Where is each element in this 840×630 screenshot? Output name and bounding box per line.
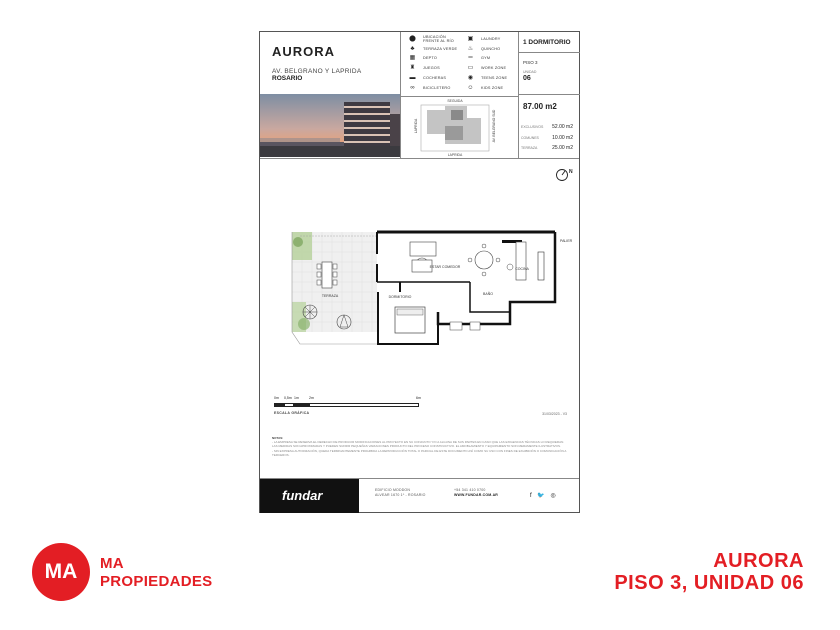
tree-icon: ♣ — [410, 46, 415, 52]
grill-icon: ♨ — [467, 46, 474, 52]
room-label-bano: BAÑO — [483, 292, 493, 296]
unit-info-panel — [518, 32, 580, 158]
amenity-item: KIDS ZONE — [481, 86, 504, 90]
agency-name-line-2: PROPIEDADES — [100, 573, 213, 590]
area-row-value: 10.00 m2 — [552, 135, 573, 141]
playground-icon: ♜ — [409, 65, 416, 71]
site-plan — [400, 96, 519, 158]
scale-tick: 0,5m — [284, 396, 292, 400]
revision-date: 31/03/2023 - V3 — [542, 412, 567, 416]
footer-office-line: ALVEAR 1670 1º - ROSARIO — [375, 493, 426, 497]
amenity-item: DEPTO — [423, 56, 438, 60]
footer-office — [375, 488, 426, 498]
site-label-bottom: LAPRIDA — [447, 153, 463, 157]
bicycle-icon: ∞ — [410, 85, 415, 91]
instagram-icon[interactable]: ◎ — [550, 493, 556, 499]
project-city: ROSARIO — [272, 75, 303, 82]
graphic-scale — [272, 397, 422, 427]
amenity-item: COCHERAS — [423, 76, 447, 80]
unit-number: 06 — [523, 75, 531, 82]
amenity-item: UBICACIÓN FRENTE AL RÍO — [423, 35, 454, 43]
location-icon: ⬤ — [409, 36, 416, 42]
notes-body-2: - SIN EXPRESA AUTORIZACIÓN, QUEDA TERMINANTEMENTE PROHIBIDA LA REPRODUCCIÓN TOTAL O PARCIAL DE ESTE DOCUMENTO ASÍ COMO SU USO CON FINES DE EXHIBICIÓN O COMUNICACIÓN A TERCEROS. — [272, 448, 567, 457]
room-label-cocina: COCINA — [515, 267, 529, 271]
divider — [519, 94, 580, 95]
laundry-icon: ▣ — [467, 36, 474, 42]
divider — [519, 52, 580, 53]
area-row-value: 52.00 m2 — [552, 124, 573, 130]
unit-label: UNIDAD — [523, 70, 537, 74]
scale-tick: 6m — [416, 396, 421, 400]
footer-contact — [454, 488, 498, 498]
unit-type: 1 DORMITORIO — [523, 39, 571, 46]
room-label-palier: PALIER — [560, 239, 573, 243]
site-label-left: LAPRIDA — [414, 118, 418, 134]
scale-tick: 2m — [309, 396, 314, 400]
north-arrow-icon — [555, 167, 575, 188]
scale-title: ESCALA GRÁFICA — [274, 411, 310, 415]
listing-project: AURORA — [713, 550, 804, 572]
project-address: AV. BELGRANO Y LAPRIDA — [272, 68, 362, 75]
gamepad-icon: ◉ — [467, 75, 474, 81]
twitter-icon[interactable]: 🐦 — [537, 493, 545, 499]
agency-logo: MA — [32, 543, 90, 601]
amenity-item: QUINCHO — [481, 47, 501, 51]
total-area: 87.00 m2 — [523, 102, 557, 111]
social-links — [530, 492, 560, 499]
scale-tick: 0m — [274, 396, 279, 400]
room-label-dormitorio: DORMITORIO — [388, 295, 412, 299]
fundar-logo: fundar — [260, 479, 359, 513]
amenity-item: BICICLETERO — [423, 86, 451, 90]
legal-notes — [272, 436, 567, 457]
unit-floor: PISO 3 — [523, 60, 538, 65]
room-label-terraza: TERRAZA — [321, 294, 339, 298]
floorplan-sheet — [259, 31, 580, 513]
laptop-icon: ▭ — [467, 65, 474, 71]
notes-title: NOTAS: — [272, 436, 284, 440]
amenity-item: JUEGOS — [423, 66, 440, 70]
amenities-panel — [400, 32, 519, 97]
agency-name — [100, 555, 213, 591]
amenity-item: TEENS ZONE — [481, 76, 508, 80]
room-label-estar: ESTAR COMEDOR — [429, 265, 461, 269]
kids-icon: ☺ — [467, 85, 474, 91]
area-row-label: TERRAZA — [521, 146, 538, 150]
area-row-label: EXCLUSIVOS — [521, 125, 544, 129]
amenity-item: GYM — [481, 56, 491, 60]
area-row-value: 25.00 m2 — [552, 145, 573, 151]
svg-text:N: N — [569, 169, 573, 175]
amenity-item: WORK ZONE — [481, 66, 507, 70]
footer-web-link[interactable]: WWW.FUNDAR.COM.AR — [454, 493, 499, 497]
footer-phone: +54 341 410 0700 — [454, 488, 486, 492]
building-photo — [260, 94, 400, 157]
project-title: AURORA — [272, 44, 336, 59]
car-icon: ▬ — [409, 75, 416, 81]
site-label-right: AV. BELGRANO SUD — [492, 109, 496, 143]
listing-unit: PISO 3, UNIDAD 06 — [614, 572, 804, 594]
area-row-label: COMUNES — [521, 136, 539, 140]
dumbbell-icon: ═ — [468, 55, 473, 61]
footer-office-line: EDIFICIO MODDON — [375, 488, 411, 492]
agency-name-line-1: MA — [100, 555, 124, 572]
facebook-icon[interactable]: f — [530, 493, 532, 499]
sheet-header — [260, 32, 579, 159]
amenity-item: TERRAZA VERDE — [423, 47, 458, 51]
amenity-item: LAUNDRY — [481, 37, 501, 41]
building-icon: ▦ — [409, 55, 416, 61]
floor-plan — [270, 212, 573, 352]
scale-tick: 1m — [294, 396, 299, 400]
site-label-top: SEGUIDA — [447, 99, 463, 103]
sheet-footer — [260, 478, 579, 513]
notes-body: - LA EMPRESA SE RESERVA EL DERECHO DE PRODUCIR MODIFICACIONES AL PROYECTO EN SU CONJUNTO Y/O A ALGUNA DE SUS PARTES EN CASO QUE LAS EXIGENCIAS TÉCNICAS LO REQUIERAN. LAS MEDIDAS SON APROXIMADAS Y PUEDEN SUFRIR PEQUEÑAS VARIACIONES PRODUCTO DEL PROCESO CONSTRUCTIVO. EL AMOBLAMIENTO Y EQUIPAMIENTO SON MERAMENTE ILUSTRATIVOS. — [272, 440, 565, 449]
